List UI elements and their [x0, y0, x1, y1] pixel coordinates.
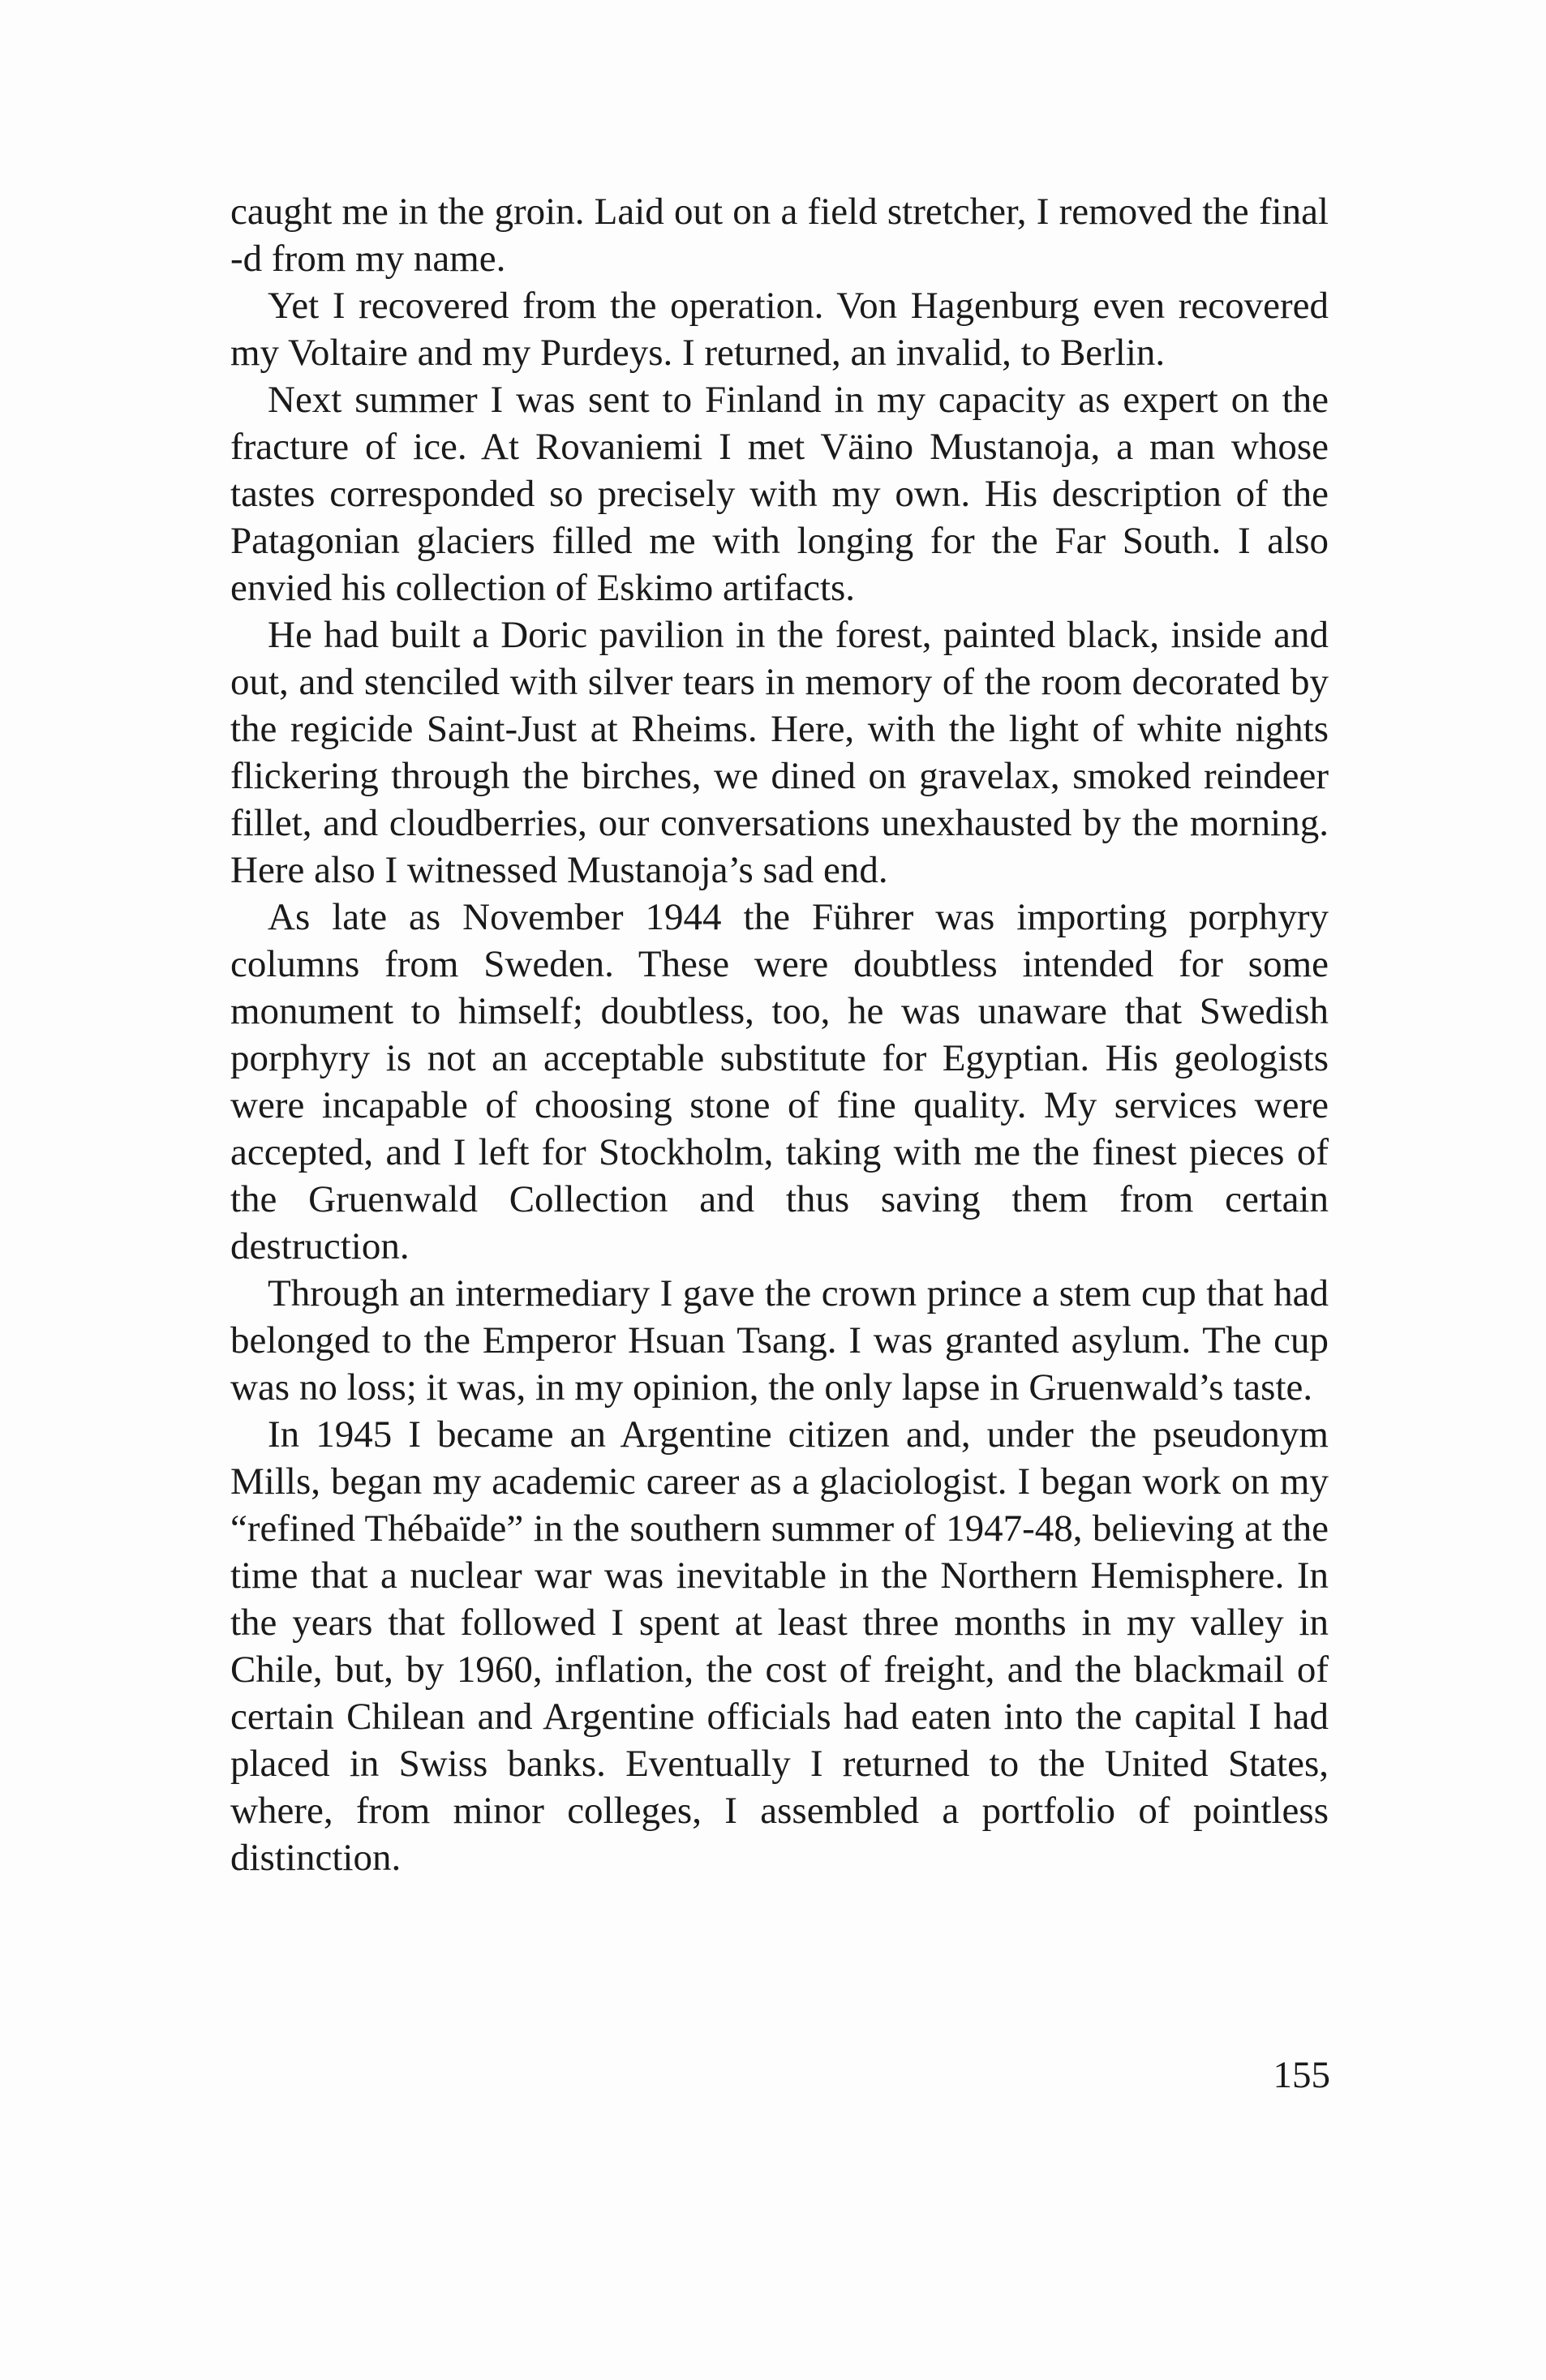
page-number: 155 — [1273, 2054, 1330, 2096]
paragraph: As late as November 1944 the Führer was importing porphyry columns from Sweden. These were doubtless intended for some monument to himself; doubtless, too, he was unaware that Swedish porphyry is not an acceptable substitute for Egyptian. His geologists were incapable of choosing stone of fine quality. My services were accepted, and I left for Stockholm, taking with me the finest pieces of the Gruenwald Collection and thus saving them from certain destruction. — [230, 896, 1329, 1267]
paragraph: In 1945 I became an Argentine citizen and, under the pseudonym Mills, began my academic career as a glaciologist. I began work on my “refined Thébaïde” in the southern summer of 1947-48, believing at the time that a nuclear war was inevitable in the Northern Hemisphere. In the years that followed I spent at least three months in my valley in Chile, but, by 1960, inflation, the cost of freight, and the blackmail of certain Chilean and Argentine officials had eaten into the capital I had placed in Swiss banks. Eventually I returned to the United States, where, from minor colleges, I assembled a portfolio of pointless distinction. — [230, 1413, 1329, 1879]
paragraph: He had built a Doric pavilion in the forest, painted black, inside and out, and stenciled with silver tears in memory of the room decorated by the regicide Saint-Just at Rheims. Here, with the light of white nights flickering through the birches, we dined on gravelax, smoked reindeer fillet, and cloudberries, our conversations unexhausted by the morning. Here also I witnessed Mustanoja’s sad end. — [230, 614, 1329, 891]
paragraph: Next summer I was sent to Finland in my capacity as expert on the fracture of ice. At Rovaniemi I met Väino Mustanoja, a man whose tastes corresponded so precisely with my own. His description of the Patagonian glaciers filled me with longing for the Far South. I also envied his collection of Eskimo artifacts. — [230, 379, 1329, 609]
paragraph: Yet I recovered from the operation. Von Hagenburg even recovered my Voltaire and my Purdeys. I returned, an invalid, to Berlin. — [230, 285, 1329, 374]
paragraph: caught me in the groin. Laid out on a field stretcher, I removed the final -d from my name. — [230, 191, 1329, 280]
paragraph: Through an intermediary I gave the crown prince a stem cup that had belonged to the Emperor Hsuan Tsang. I was granted asylum. The cup was no loss; it was, in my opinion, the only lapse in Gruenwald’s taste. — [230, 1272, 1329, 1409]
body-text — [230, 188, 1329, 1881]
